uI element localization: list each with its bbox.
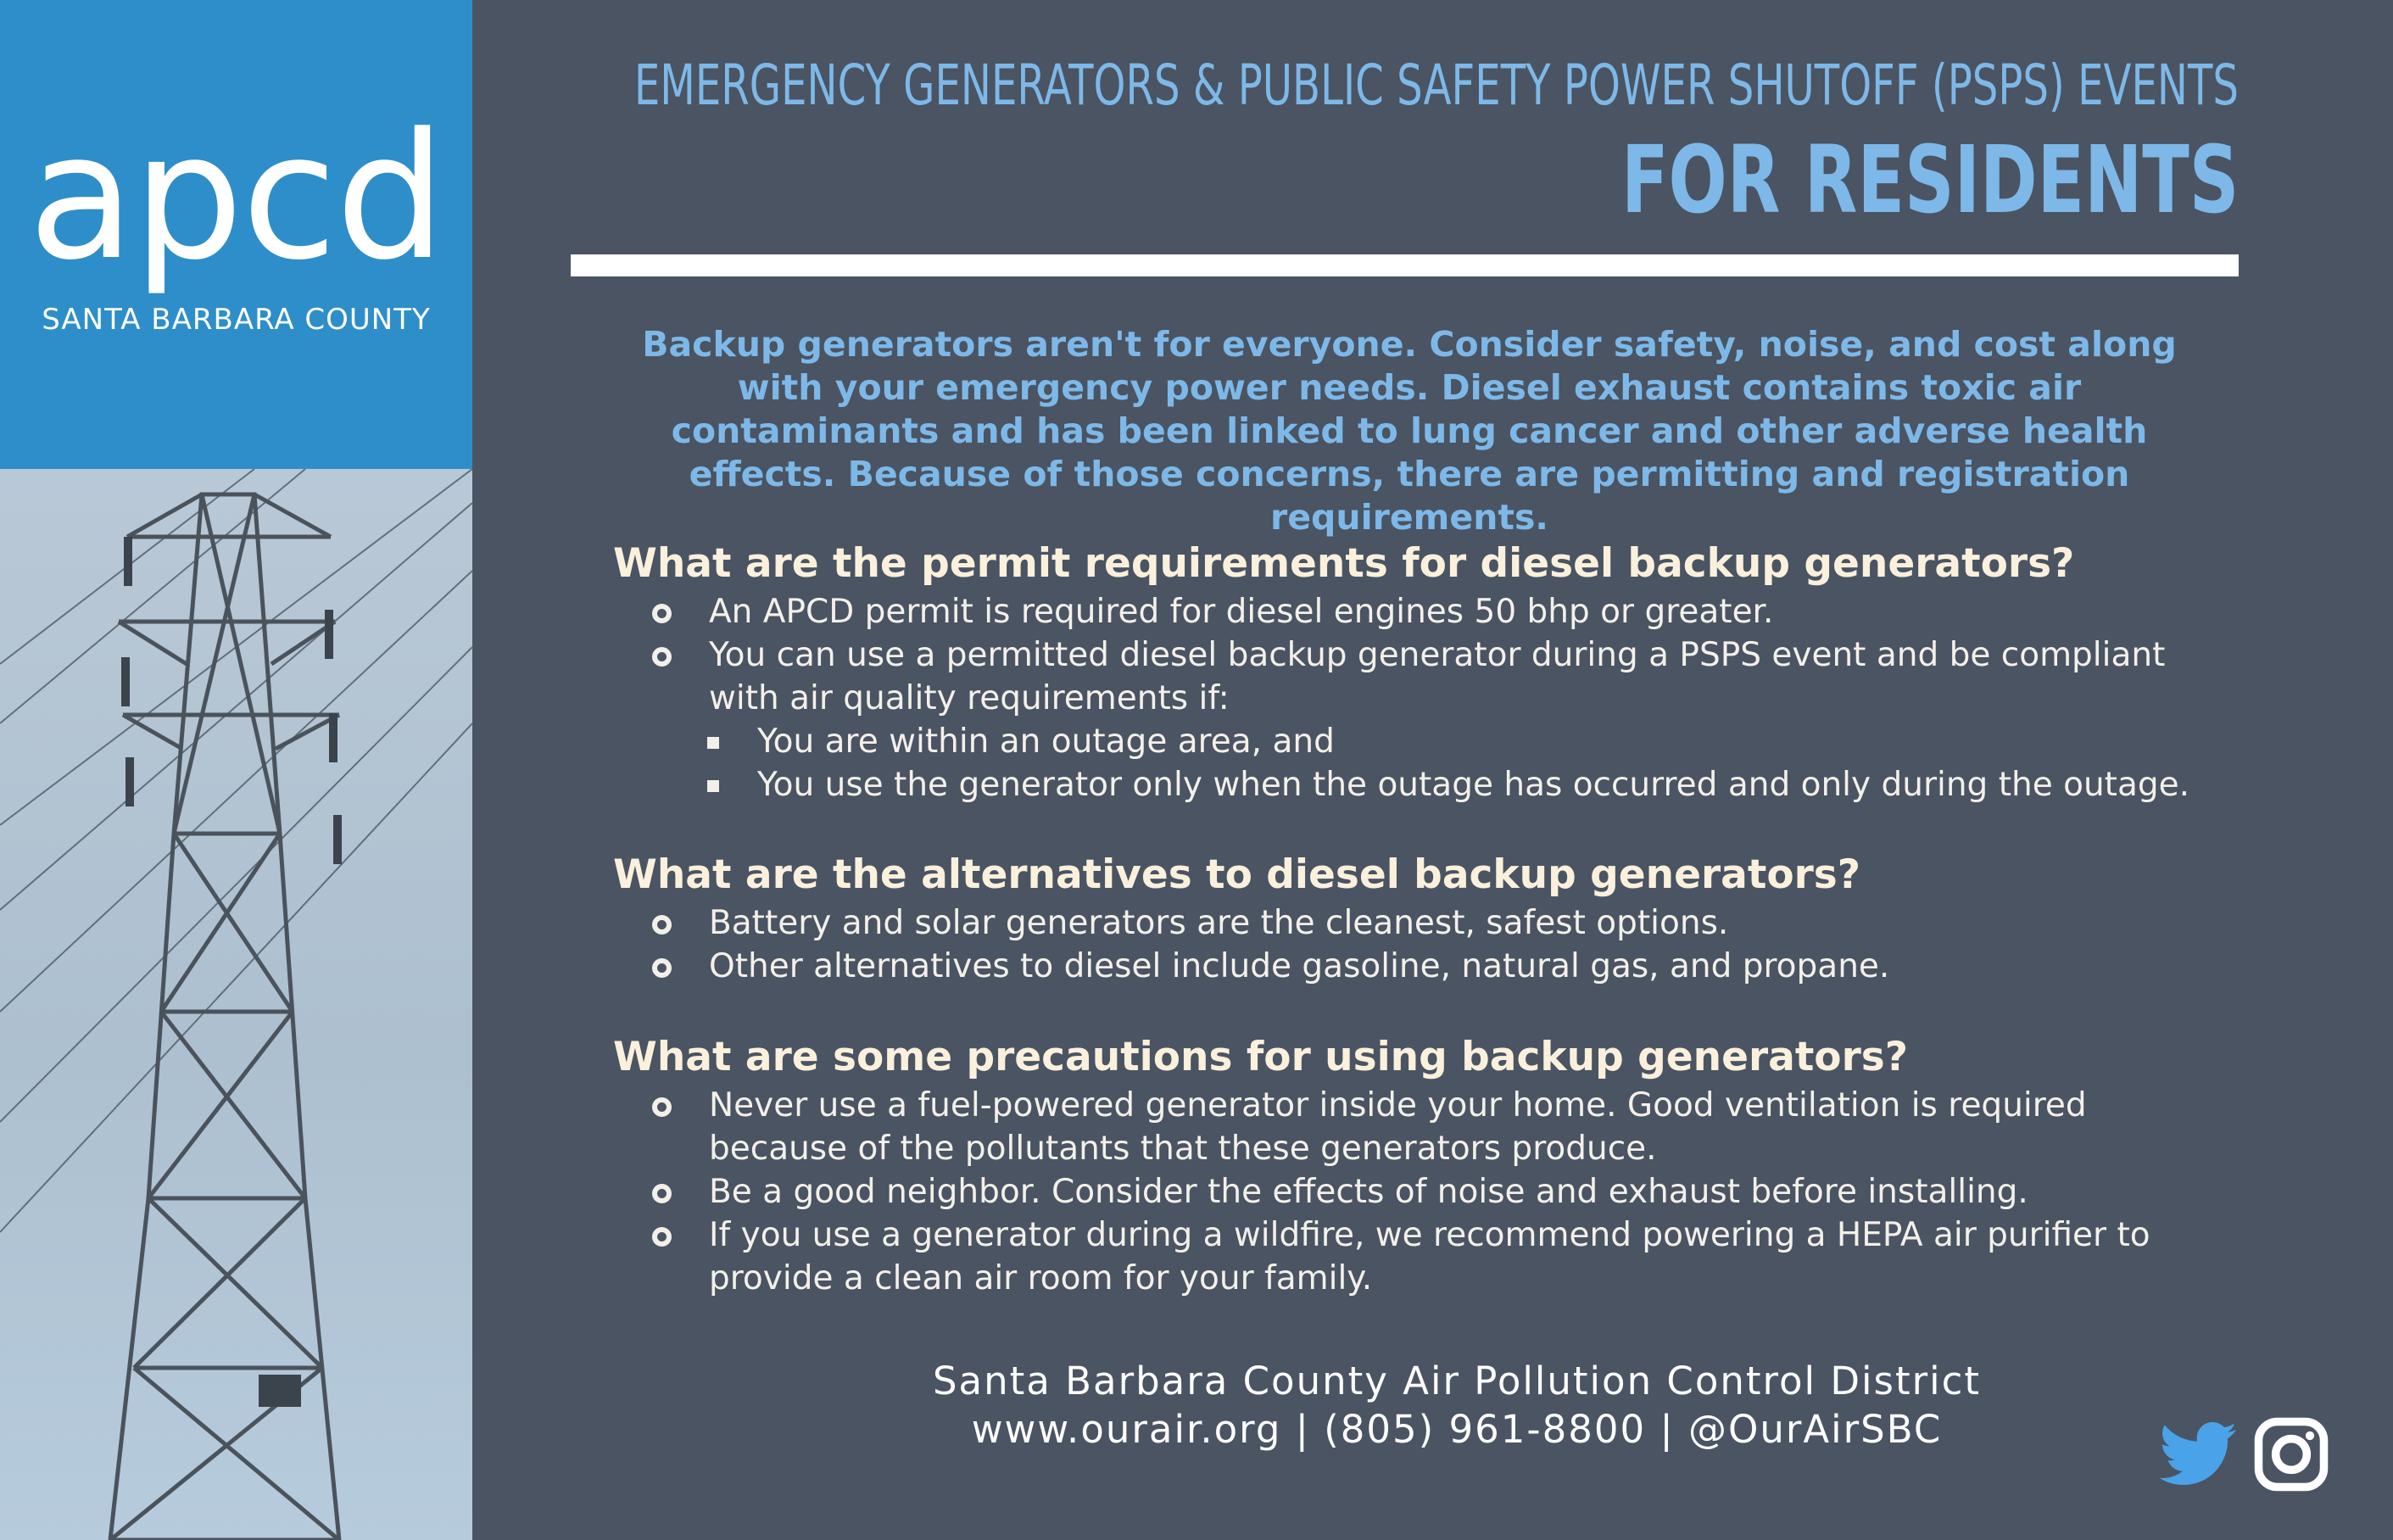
circle-bullet-icon xyxy=(652,1227,672,1247)
section-heading: What are the permit requirements for diesel backup generators? xyxy=(613,540,2075,587)
list-item xyxy=(613,590,2216,633)
list-item-text: Other alternatives to diesel include gasoline, natural gas, and propane. xyxy=(709,947,1890,985)
sidebar xyxy=(0,0,472,1540)
sub-list-item-text: You use the generator only when the outage has occurred and only during the outage. xyxy=(757,766,2190,804)
circle-bullet-icon xyxy=(652,958,672,978)
section-heading: What are the alternatives to diesel backup generators? xyxy=(613,851,1861,898)
circle-bullet-icon xyxy=(652,1097,672,1117)
title-divider xyxy=(571,254,2239,276)
page-subtitle: FOR RESIDENTS xyxy=(1620,126,2239,234)
list-item-text: If you use a generator during a wildfire, we recommend powering a HEPA air purifier to provide a clean air room for your family. xyxy=(709,1216,2150,1297)
list-item xyxy=(613,1170,2216,1214)
circle-bullet-icon xyxy=(652,604,672,623)
list-item-text: An APCD permit is required for diesel engines 50 bhp or greater. xyxy=(709,593,1774,631)
footer-contact xyxy=(613,1357,2301,1454)
section-precautions xyxy=(613,1031,2216,1300)
list-item xyxy=(613,901,2216,945)
bullet-list xyxy=(613,590,2216,806)
sub-list-item xyxy=(613,763,2216,806)
section-permit-requirements xyxy=(613,538,2216,806)
circle-bullet-icon xyxy=(652,915,672,935)
bullet-list xyxy=(613,901,2216,988)
section-alternatives xyxy=(613,849,2216,988)
list-item xyxy=(613,1084,2216,1170)
list-item xyxy=(613,945,2216,988)
instagram-icon[interactable] xyxy=(2254,1417,2329,1492)
list-item-text: Be a good neighbor. Consider the effects of noise and exhaust before installing. xyxy=(709,1173,2028,1211)
list-item-text: Battery and solar generators are the cleanest, safest options. xyxy=(709,904,1729,942)
list-item-text: You can use a permitted diesel backup generator during a PSPS event and be compliant with air quality requirements if: xyxy=(709,636,2166,717)
logo-county-label: SANTA BARBARA COUNTY xyxy=(42,303,431,337)
sub-list-item-text: You are within an outage area, and xyxy=(757,723,1335,761)
footer-org-name: Santa Barbara County Air Pollution Control District xyxy=(932,1359,1981,1403)
apcd-logo xyxy=(0,0,472,469)
square-bullet-icon xyxy=(707,737,719,749)
sub-list-item xyxy=(613,720,2216,763)
circle-bullet-icon xyxy=(652,1184,672,1203)
list-item xyxy=(613,1214,2216,1300)
page-title: EMERGENCY GENERATORS & PUBLIC SAFETY POWER SHUTOFF (PSPS) EVENTS xyxy=(633,53,2239,118)
list-item-text: Never use a fuel-powered generator inside your home. Good ventilation is required because of the pollutants that these generators produce. xyxy=(709,1086,2087,1168)
list-item xyxy=(613,633,2216,720)
transmission-tower-photo xyxy=(0,469,472,1540)
logo-wordmark: apcd xyxy=(28,97,444,299)
section-heading: What are some precautions for using backup generators? xyxy=(613,1034,1909,1080)
transmission-tower-illustration xyxy=(0,469,472,1540)
main-content xyxy=(472,0,2393,1540)
bullet-list xyxy=(613,1084,2216,1300)
footer-contact-line[interactable]: www.ourair.org | (805) 961-8800 | @OurAirSBC xyxy=(971,1407,1943,1452)
circle-bullet-icon xyxy=(652,647,672,667)
square-bullet-icon xyxy=(707,780,719,792)
twitter-icon[interactable] xyxy=(2160,1420,2238,1488)
intro-paragraph: Backup generators aren't for everyone. Consider safety, noise, and cost along with your emergency power needs. Diesel exhaust contains toxic air contaminants and has been linked to lung cancer and other adverse health effects. Because of those concerns, there are permitting and registration requirements. xyxy=(642,324,2177,538)
